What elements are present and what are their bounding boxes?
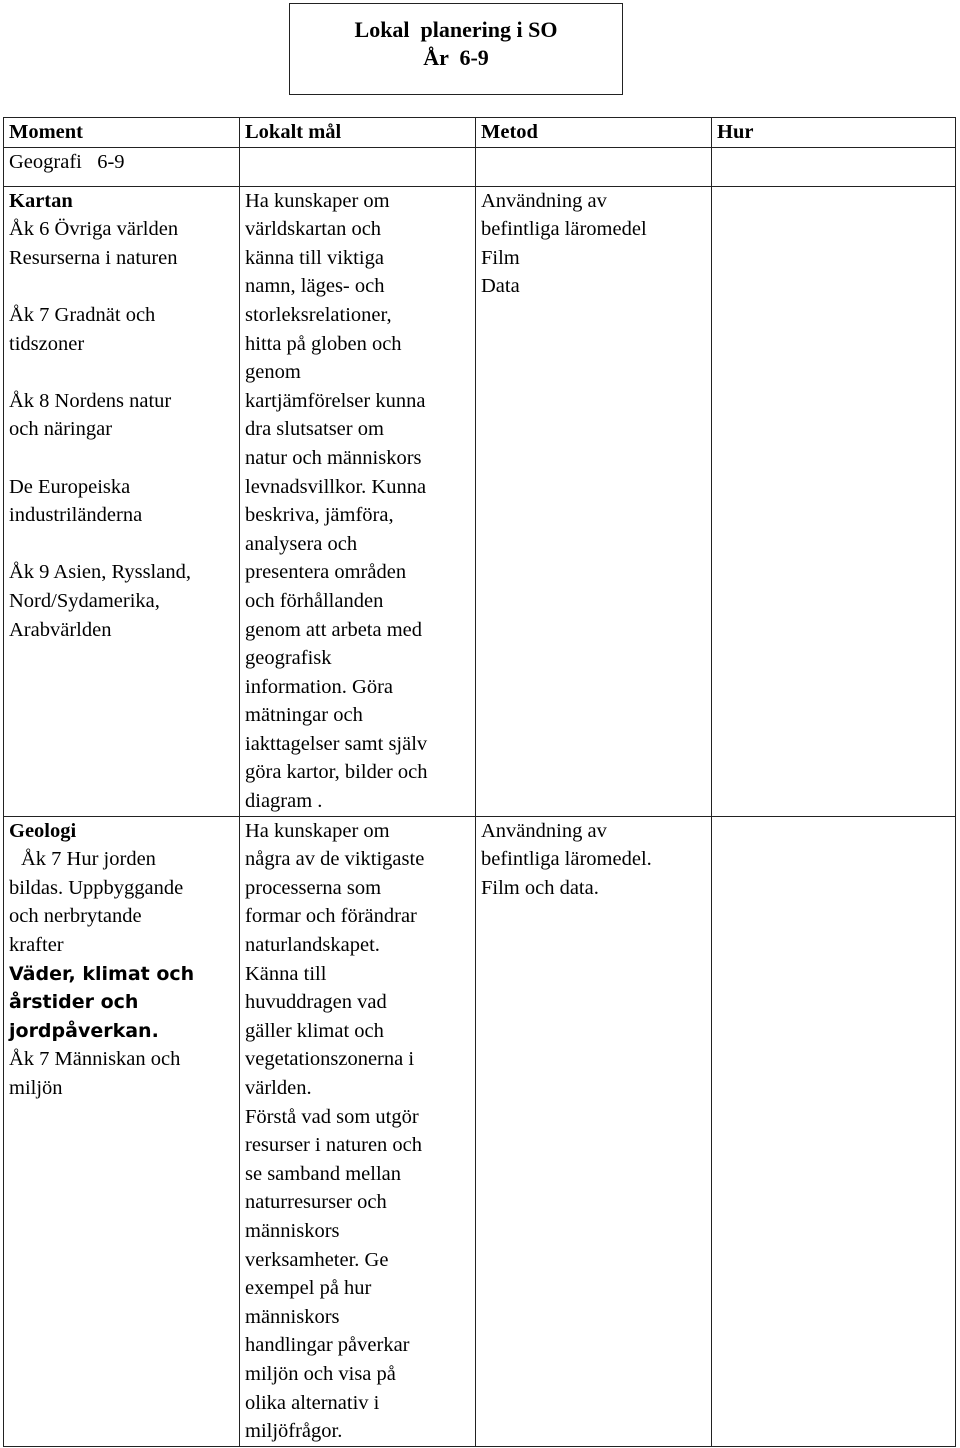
header-hur: Hur	[712, 118, 956, 148]
lokalt-mal-line: naturresurser och	[245, 1191, 387, 1214]
lokalt-mal-line: miljön och visa på	[245, 1362, 396, 1385]
lokalt-mal-line: diagram .	[245, 790, 323, 813]
lokalt-mal-line: gäller klimat och	[245, 1019, 384, 1042]
lokalt-mal-line: kartjämförelser kunna	[245, 389, 426, 412]
lokalt-mal-line: Ha kunskaper om	[245, 189, 390, 212]
moment-line: Nord/Sydamerika,	[9, 589, 160, 612]
section-empty-cell	[712, 147, 956, 186]
lokalt-mal-line: information. Göra	[245, 675, 394, 698]
moment-line: jordpåverkan.	[9, 1019, 159, 1042]
planning-table	[3, 117, 956, 1447]
lokalt-mal-line: handlingar påverkar	[245, 1334, 410, 1357]
hur-cell	[712, 186, 956, 816]
lokalt-mal-line: göra kartor, bilder och	[245, 761, 428, 784]
metod-cell	[476, 816, 712, 1446]
lokalt-mal-line: Ha kunskaper om	[245, 819, 390, 842]
lokalt-mal-line: exempel på hur	[245, 1277, 372, 1300]
section-empty-cell	[476, 147, 712, 186]
table-header-row	[4, 118, 956, 148]
lokalt-mal-line: hitta på globen och	[245, 332, 402, 355]
lokalt-mal-line: Förstå vad som utgör	[245, 1105, 419, 1128]
lokalt-mal-line: olika alternativ i	[245, 1391, 380, 1414]
moment-line: Åk 7 Hur jorden	[21, 848, 156, 871]
lokalt-mal-line: genom att arbeta med	[245, 618, 423, 641]
metod-line: befintliga läromedel	[481, 218, 647, 241]
lokalt-mal-line: processerna som	[245, 876, 382, 899]
line-gap	[9, 444, 239, 473]
moment-line: Åk 9 Asien, Ryssland,	[9, 561, 191, 584]
section-empty-cell	[240, 147, 476, 186]
lokalt-mal-cell	[240, 816, 476, 1446]
moment-line: Geologi	[9, 819, 77, 842]
moment-line: och näringar	[9, 418, 113, 441]
lokalt-mal-line: verksamheter. Ge	[245, 1248, 389, 1271]
metod-cell	[476, 186, 712, 816]
lokalt-mal-line: formar och förändrar	[245, 905, 417, 928]
lokalt-mal-line: några av de viktigaste	[245, 848, 425, 871]
section-row	[4, 147, 956, 186]
metod-line: Användning av	[481, 189, 607, 212]
moment-line: tidszoner	[9, 332, 85, 355]
lokalt-mal-line: Känna till	[245, 962, 327, 985]
moment-line: Arabvärlden	[9, 618, 112, 641]
moment-line: Åk 7 Gradnät och	[9, 303, 156, 326]
header-moment: Moment	[4, 118, 240, 148]
line-gap	[9, 272, 239, 301]
lokalt-mal-line: dra slutsatser om	[245, 418, 384, 441]
lokalt-mal-line: beskriva, jämföra,	[245, 504, 394, 527]
moment-line: Åk 6 Övriga världen	[9, 218, 179, 241]
lokalt-mal-line: natur och människors	[245, 446, 422, 469]
line-gap	[9, 358, 239, 387]
line-gap	[9, 530, 239, 559]
moment-line: och nerbrytande	[9, 905, 142, 928]
hur-cell	[712, 816, 956, 1446]
metod-line: Data	[481, 275, 520, 298]
lokalt-mal-line: miljöfrågor.	[245, 1420, 343, 1443]
moment-line: Kartan	[9, 189, 73, 212]
lokalt-mal-line: huvuddragen vad	[245, 991, 387, 1014]
metod-line: Film	[481, 246, 520, 269]
moment-cell	[4, 816, 240, 1446]
lokalt-mal-line: och förhållanden	[245, 589, 384, 612]
moment-line: årstider och	[9, 991, 139, 1014]
lokalt-mal-line: storleksrelationer,	[245, 303, 392, 326]
table-row	[4, 816, 956, 1446]
lokalt-mal-line: människors	[245, 1219, 340, 1242]
metod-line: befintliga läromedel.	[481, 848, 652, 871]
lokalt-mal-line: geografisk	[245, 647, 332, 670]
lokalt-mal-line: världskartan och	[245, 218, 382, 241]
moment-line: Åk 7 Människan och	[9, 1048, 181, 1071]
table-row	[4, 186, 956, 816]
lokalt-mal-line: iakttagelser samt själv	[245, 732, 428, 755]
lokalt-mal-line: världen.	[245, 1077, 312, 1099]
lokalt-mal-line: presentera områden	[245, 561, 407, 584]
lokalt-mal-line: se samband mellan	[245, 1162, 401, 1185]
lokalt-mal-line: genom	[245, 361, 301, 384]
moment-line: krafter	[9, 934, 64, 957]
moment-line: Väder, klimat och	[9, 962, 195, 985]
lokalt-mal-line: levnadsvillkor. Kunna	[245, 475, 427, 498]
document-subtitle: År 6-9	[423, 45, 489, 70]
lokalt-mal-line: vegetationszonerna i	[245, 1048, 415, 1071]
moment-line: industriländerna	[9, 504, 143, 527]
lokalt-mal-cell	[240, 186, 476, 816]
moment-line: Åk 8 Nordens natur	[9, 389, 172, 412]
moment-line: De Europeiska	[9, 475, 131, 498]
lokalt-mal-line: analysera och	[245, 532, 358, 555]
lokalt-mal-line: människors	[245, 1305, 340, 1328]
moment-cell	[4, 186, 240, 816]
section-title: Geografi 6-9	[4, 147, 240, 186]
document-title: Lokal planering i SO	[354, 17, 558, 42]
metod-line: Användning av	[481, 819, 607, 842]
lokalt-mal-line: namn, läges- och	[245, 275, 385, 298]
lokalt-mal-line: mätningar och	[245, 704, 363, 727]
moment-line: miljön	[9, 1077, 63, 1099]
moment-line: bildas. Uppbyggande	[9, 876, 184, 899]
document-title-box	[289, 3, 623, 95]
moment-line: Resurserna i naturen	[9, 246, 178, 269]
metod-line: Film och data.	[481, 876, 599, 899]
lokalt-mal-line: känna till viktiga	[245, 246, 384, 269]
lokalt-mal-line: resurser i naturen och	[245, 1134, 423, 1157]
header-metod: Metod	[476, 118, 712, 148]
header-lokalt-mal: Lokalt mål	[240, 118, 476, 148]
lokalt-mal-line: naturlandskapet.	[245, 934, 380, 957]
